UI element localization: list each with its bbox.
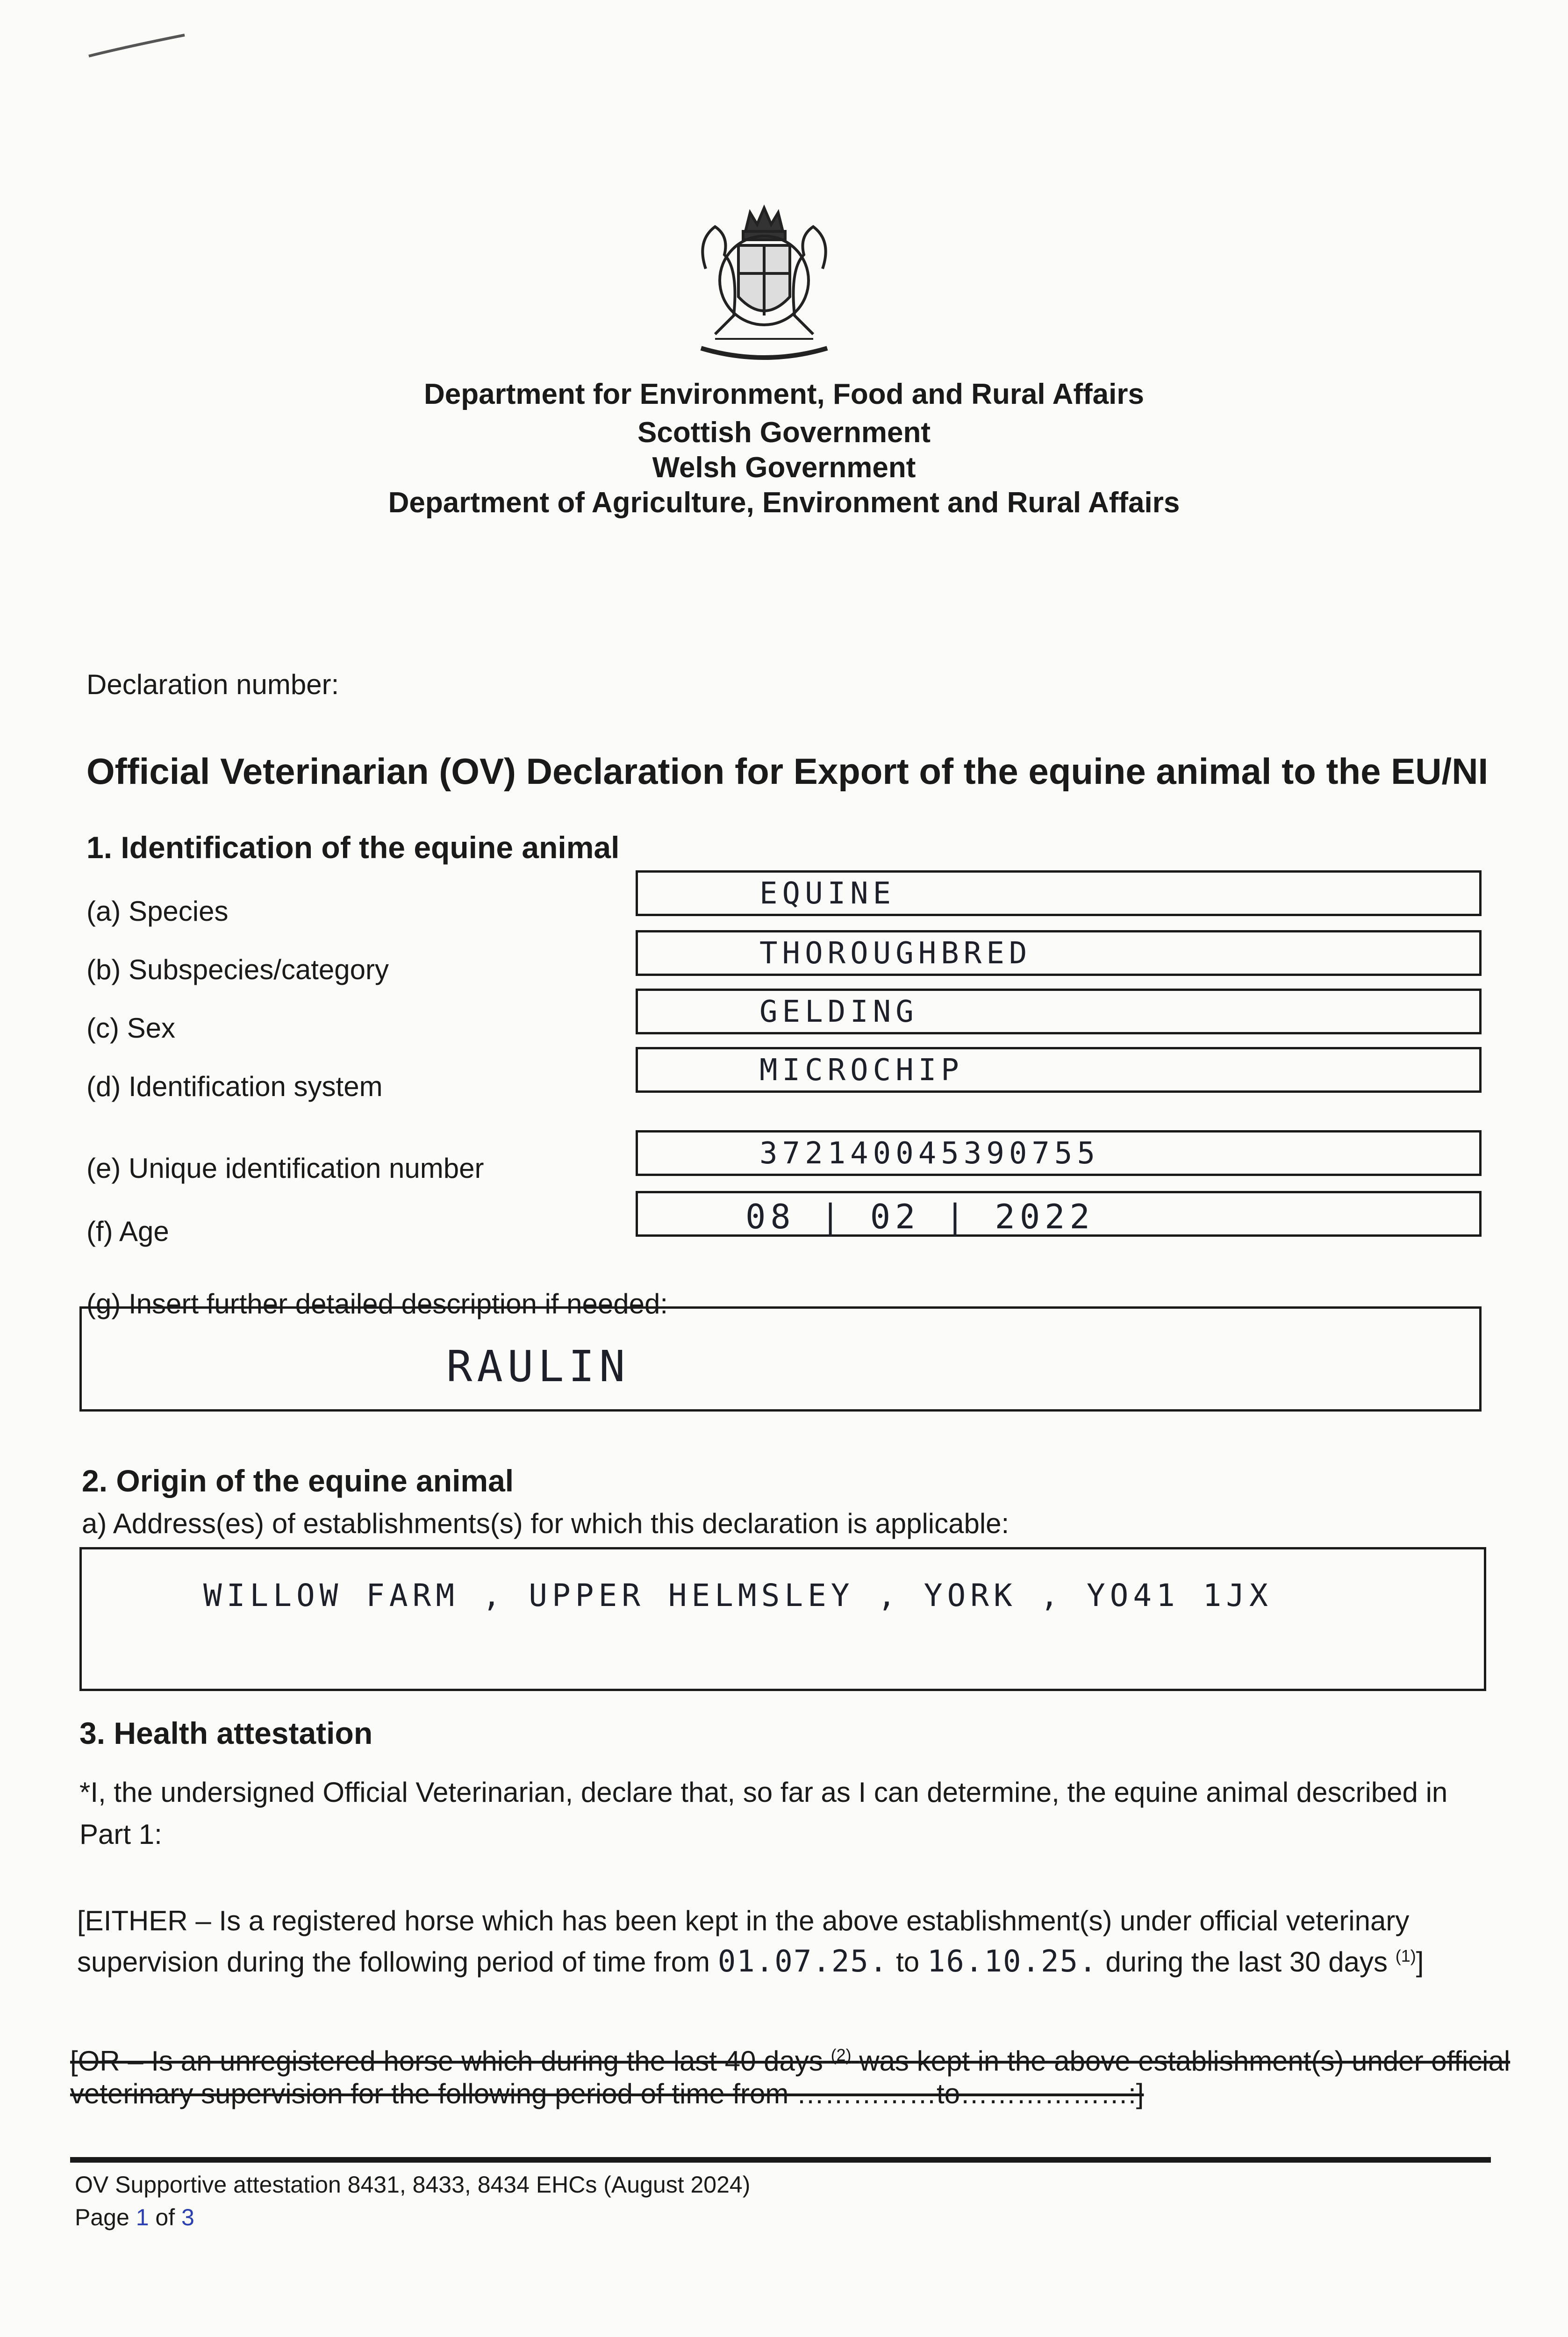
footer-rule bbox=[70, 2157, 1491, 2163]
id-system-field[interactable] bbox=[636, 1047, 1482, 1093]
id-system-label: (d) Identification system bbox=[86, 1071, 383, 1102]
or-footnote: (2) bbox=[831, 2045, 852, 2065]
footer-page-indicator bbox=[75, 2204, 194, 2231]
age-label: (f) Age bbox=[86, 1216, 169, 1247]
address-value: WILLOW FARM , UPPER HELMSLEY , YORK , YO41 1JX bbox=[203, 1577, 1273, 1613]
either-text-b: during the last 30 days bbox=[1105, 1946, 1388, 1978]
unique-id-label: (e) Unique identification number bbox=[86, 1153, 484, 1184]
royal-coat-of-arms-icon bbox=[687, 199, 841, 376]
sex-value: GELDING bbox=[759, 995, 918, 1029]
section1-heading: 1. Identification of the equine animal bbox=[86, 830, 620, 865]
page-number: 1 bbox=[136, 2204, 149, 2230]
sex-field[interactable] bbox=[636, 989, 1482, 1034]
either-line-2 bbox=[77, 1944, 1424, 1979]
subspecies-value: THOROUGHBRED bbox=[759, 936, 1032, 971]
document-title: Official Veterinarian (OV) Declaration for Export of the equine animal to the EU/NI bbox=[86, 751, 1489, 792]
unique-id-value: 372140045390755 bbox=[759, 1136, 1100, 1171]
section2-heading: 2. Origin of the equine animal bbox=[82, 1463, 514, 1498]
species-field[interactable] bbox=[636, 870, 1482, 916]
further-description-value: RAULIN bbox=[446, 1341, 630, 1391]
either-footnote: (1) bbox=[1395, 1946, 1416, 1965]
section3-heading: 3. Health attestation bbox=[79, 1716, 373, 1750]
species-label: (a) Species bbox=[86, 896, 229, 927]
unique-id-field[interactable] bbox=[636, 1130, 1482, 1176]
page-total: 3 bbox=[181, 2204, 194, 2230]
page-prefix: Page bbox=[75, 2204, 129, 2230]
either-text-a: supervision during the following period of time from bbox=[77, 1946, 710, 1978]
dept-daera: Department of Agriculture, Environment and Rural Affairs bbox=[388, 487, 1180, 519]
subspecies-label: (b) Subspecies/category bbox=[86, 954, 389, 985]
attestation-intro: *I, the undersigned Official Veterinarian, declare that, so far as I can determine, the equine animal described in Part 1: bbox=[79, 1777, 1448, 1850]
sex-label: (c) Sex bbox=[86, 1012, 176, 1044]
or-line-2: veterinary supervision for the following period of time from ……………to………………:] bbox=[70, 2078, 1144, 2109]
either-close: ] bbox=[1416, 1946, 1424, 1978]
dept-welsh-gov: Welsh Government bbox=[652, 452, 916, 484]
declaration-number-label: Declaration number: bbox=[86, 669, 339, 700]
address-field[interactable] bbox=[79, 1547, 1486, 1691]
footer-doc-ref: OV Supportive attestation 8431, 8433, 8434 EHCs (August 2024) bbox=[75, 2172, 751, 2198]
or-text-b: was kept in the above establishment(s) under official bbox=[859, 2045, 1511, 2077]
page-of: of bbox=[155, 2204, 175, 2230]
age-value: 08 | 02 | 2022 bbox=[745, 1197, 1095, 1236]
address-label: a) Address(es) of establishments(s) for which this declaration is applicable: bbox=[82, 1508, 1010, 1539]
either-to-date: 16.10.25. bbox=[927, 1944, 1098, 1979]
dept-defra: Department for Environment, Food and Rural Affairs bbox=[424, 378, 1144, 410]
either-to-word: to bbox=[896, 1946, 920, 1978]
species-value: EQUINE bbox=[759, 876, 896, 911]
or-text-a: [OR – Is an unregistered horse which during the last 40 days bbox=[70, 2045, 823, 2077]
subspecies-field[interactable] bbox=[636, 930, 1482, 976]
or-line-1 bbox=[70, 2045, 1510, 2077]
either-from-date: 01.07.25. bbox=[717, 1944, 888, 1979]
further-description-field[interactable] bbox=[79, 1306, 1482, 1412]
dept-scottish-gov: Scottish Government bbox=[637, 416, 931, 449]
further-description-label: (g) Insert further detailed description if needed: bbox=[86, 1288, 668, 1319]
id-system-value: MICROCHIP bbox=[759, 1053, 964, 1088]
pen-mark bbox=[84, 26, 196, 63]
age-field[interactable] bbox=[636, 1191, 1482, 1237]
either-line-1: [EITHER – Is a registered horse which has been kept in the above establishment(s) under official veterinary bbox=[77, 1905, 1410, 1936]
